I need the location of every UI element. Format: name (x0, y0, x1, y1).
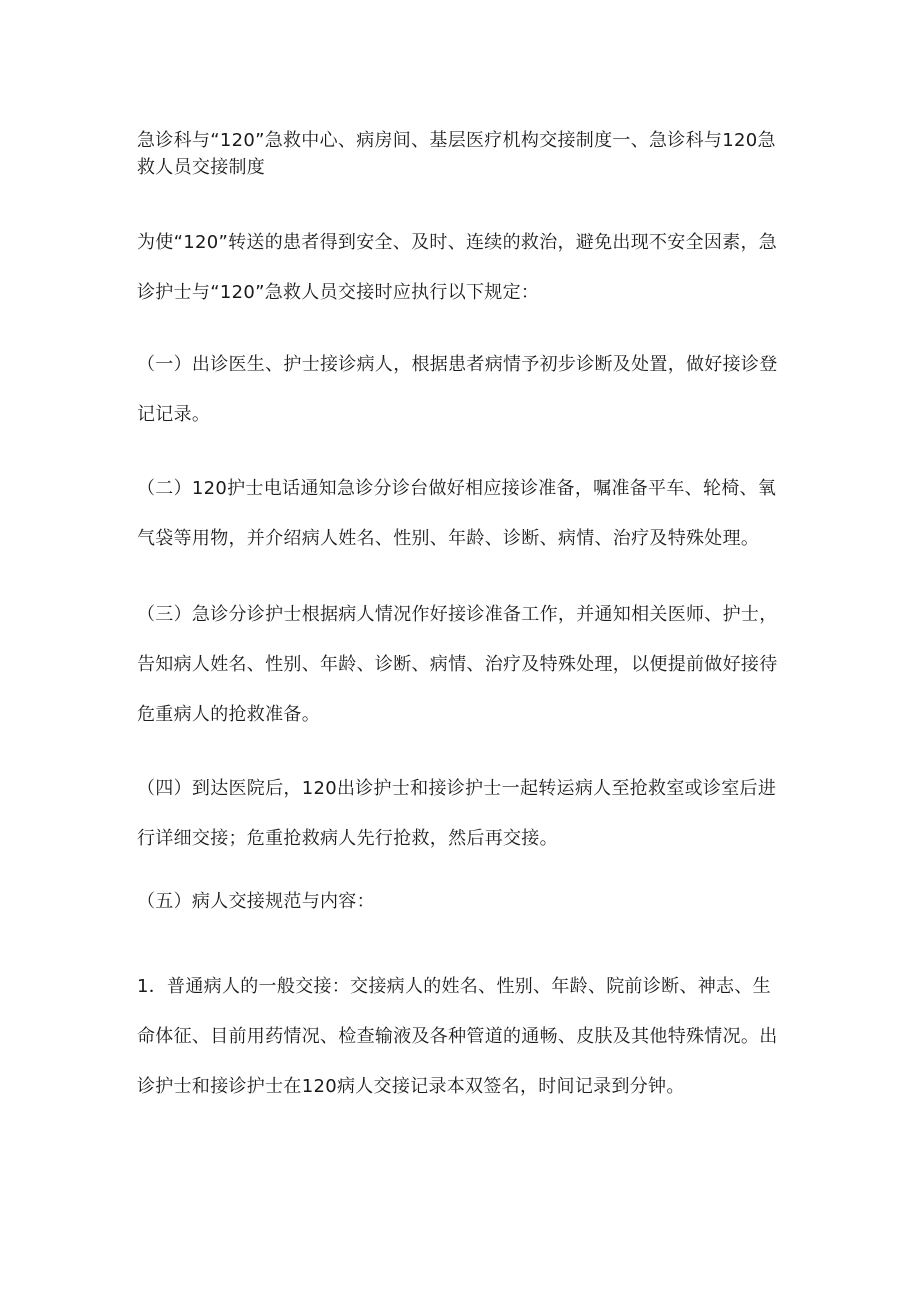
paragraph-item-1: （一）出诊医生、护士接诊病人，根据患者病情予初步诊断及处置，做好接诊登记记录。 (137, 354, 778, 425)
paragraph-item-2: （二）120护士电话通知急诊分诊台做好相应接诊准备，嘱准备平车、轮椅、氧气袋等用物，并介绍病人姓名、性别、年龄、诊断、病情、治疗及特殊处理。 (137, 478, 777, 549)
paragraph-item-4: （四）到达医院后，120出诊护士和接诊护士一起转运病人至抢救室或诊室后进行详细交接；危重抢救病人先行抢救，然后再交接。 (137, 778, 777, 849)
intro-paragraph: 为使“120”转送的患者得到安全、及时、连续的救治，避免出现不安全因素，急诊护士与“120”急救人员交接时应执行以下规定： (137, 232, 778, 303)
paragraph-item-3: （三）急诊分诊护士根据病人情况作好接诊准备工作，并通知相关医师、护士，告知病人姓名、性别、年龄、诊断、病情、治疗及特殊处理，以便提前做好接待危重病人的抢救准备。 (137, 604, 778, 725)
paragraph-item-5: （五）病人交接规范与内容： (137, 891, 375, 912)
paragraph-item-6: 1．普通病人的一般交接：交接病人的姓名、性别、年龄、院前诊断、神志、生命体征、目前用药情况、检查输液及各种管道的通畅、皮肤及其他特殊情况。出诊护士和接诊护士在120病人交接记录本双签名，时间记录到分钟。 (137, 976, 778, 1097)
document-title: 急诊科与“120”急救中心、病房间、基层医疗机构交接制度一、急诊科与120急救人员交接制度 (137, 130, 776, 178)
